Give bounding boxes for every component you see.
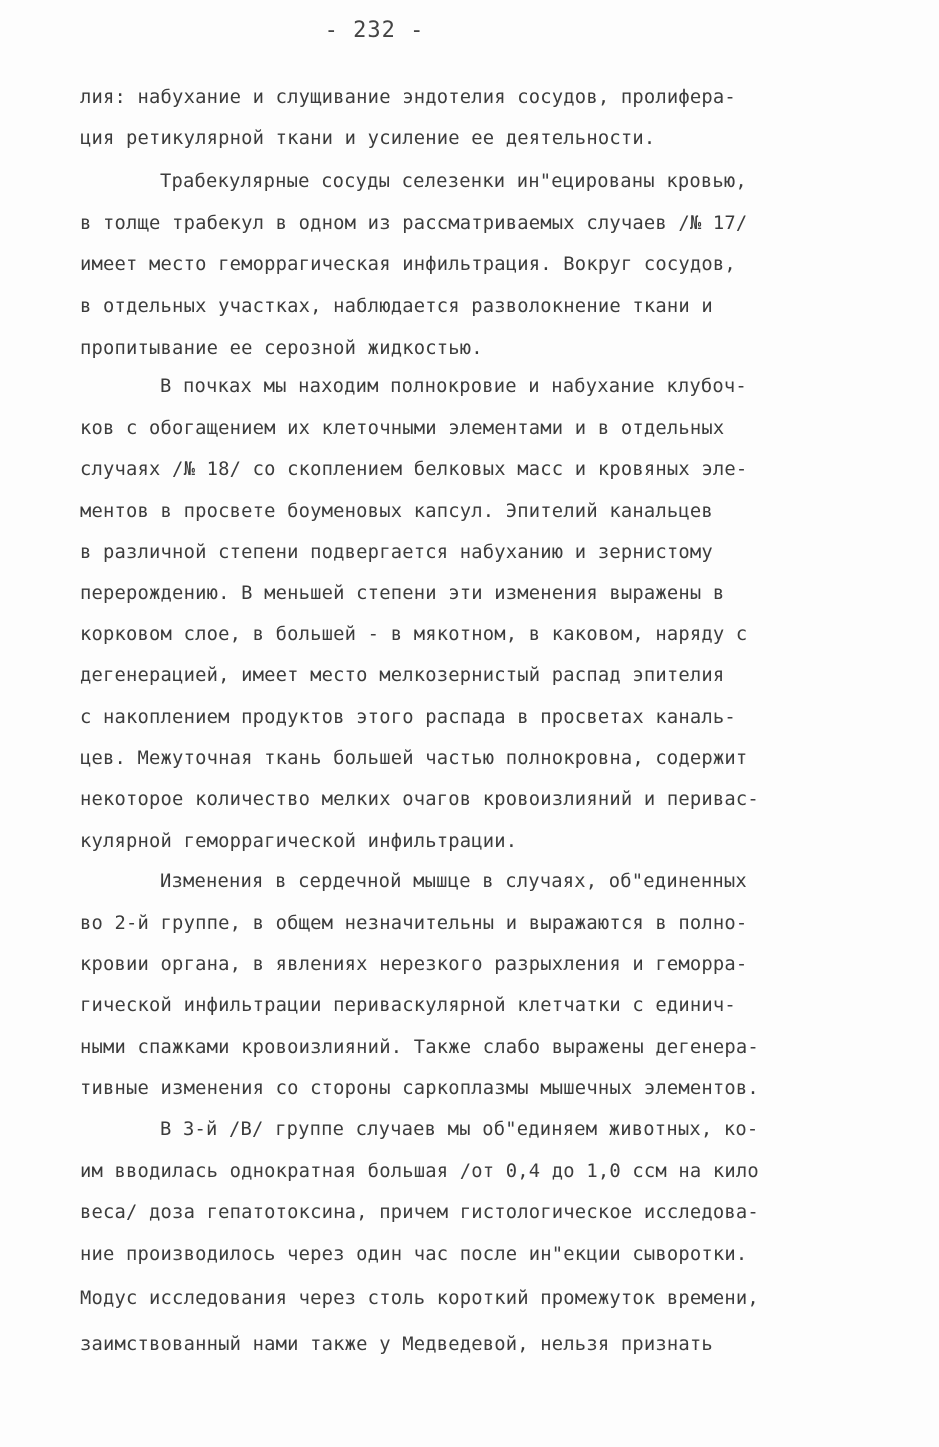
text-line: Модус исследования через столь короткий промежуток времени, [80, 1288, 759, 1309]
text-line: некоторое количество мелких очагов кровоизлияний и перивас- [80, 789, 759, 810]
text-line: случаях /№ 18/ со скоплением белковых масс и кровяных эле- [80, 459, 748, 480]
text-line: заимствованный нами также у Медведевой, нельзя признать [80, 1334, 713, 1355]
text-line: кровии органа, в явлениях нерезкого разрыхления и геморра- [80, 954, 748, 975]
text-line: лия: набухание и слущивание эндотелия сосудов, пролифера- [80, 87, 736, 108]
text-line: пропитывание ее серозной жидкостью. [80, 338, 483, 359]
text-line: гической инфильтрации периваскулярной клетчатки с единич- [80, 995, 736, 1016]
text-line: корковом слое, в большей - в мякотном, в каковом, наряду с [80, 624, 748, 645]
text-line: перерождению. В меньшей степени эти изменения выражены в [80, 583, 725, 604]
text-line: ков с обогащением их клеточными элементами и в отдельных [80, 418, 725, 439]
text-line: В почках мы находим полнокровие и набухание клубоч- [160, 376, 747, 397]
text-line: ными спажками кровоизлияний. Также слабо выражены дегенера- [80, 1037, 759, 1058]
text-line: дегенерацией, имеет место мелкозернистый распад эпителия [80, 665, 725, 686]
text-line: ментов в просвете боуменовых капсул. Эпителий канальцев [80, 501, 713, 522]
text-line: Изменения в сердечной мышце в случаях, об"единенных [160, 871, 747, 892]
text-line: веса/ доза гепатотоксина, причем гистологическое исследова- [80, 1202, 759, 1223]
text-line: с накоплением продуктов этого распада в просветах каналь- [80, 707, 736, 728]
text-line: кулярной геморрагической инфильтрации. [80, 831, 518, 852]
text-line: Трабекулярные сосуды селезенки ин"ецированы кровью, [160, 171, 747, 192]
text-line: в различной степени подвергается набуханию и зернистому [80, 542, 713, 563]
text-line: ние производилось через один час после ин"екции сыворотки. [80, 1244, 748, 1265]
text-line: в толще трабекул в одном из рассматриваемых случаев /№ 17/ [80, 213, 748, 234]
text-line: в отдельных участках, наблюдается разволокнение ткани и [80, 296, 713, 317]
text-line: В 3-й /В/ группе случаев мы об"единяем животных, ко- [160, 1119, 759, 1140]
text-line: тивные изменения со стороны саркоплазмы мышечных элементов. [80, 1078, 759, 1099]
text-line: имеет место геморрагическая инфильтрация. Вокруг сосудов, [80, 254, 736, 275]
text-line: ция ретикулярной ткани и усиление ее деятельности. [80, 128, 656, 149]
text-line: цев. Межуточная ткань большей частью полнокровна, содержит [80, 748, 748, 769]
text-line: во 2-й группе, в общем незначительны и выражаются в полно- [80, 913, 748, 934]
page-number: - 232 - [324, 18, 425, 43]
text-line: им вводилась однократная большая /от 0,4 до 1,0 ссм на кило [80, 1161, 759, 1182]
